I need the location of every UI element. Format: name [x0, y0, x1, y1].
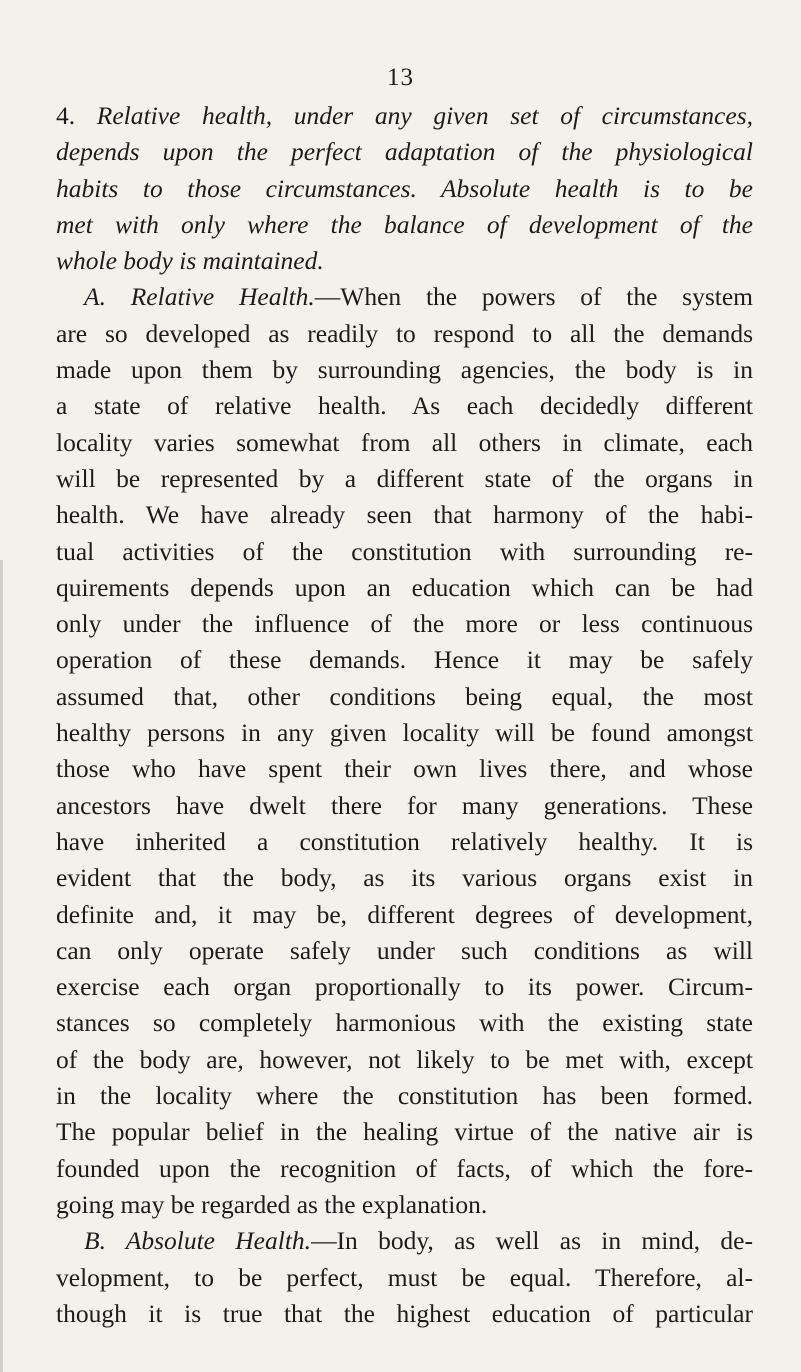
text-line: [56, 933, 753, 969]
text-line: [56, 570, 753, 606]
text-span: those who have spent their own lives there, and whose: [56, 754, 753, 784]
text-line: [56, 1151, 753, 1187]
text-span: are so developed as readily to respond to all the demands: [56, 318, 753, 348]
text-line: [56, 969, 753, 1005]
text-span: of the body are, however, not likely to be met with, except: [56, 1044, 753, 1074]
text-line: [56, 897, 753, 933]
text-line: [56, 388, 753, 424]
text-span: —When the powers of the system: [314, 282, 753, 312]
text-line: [56, 642, 753, 678]
text-span: 4.: [56, 101, 97, 130]
text-line: [56, 171, 753, 207]
text-line: [56, 606, 753, 642]
text-line: [56, 534, 753, 570]
text-line: [56, 1187, 753, 1223]
text-line: [56, 715, 753, 751]
text-line: [56, 1078, 753, 1114]
text-span: healthy persons in any given locality will be found amongst: [56, 718, 753, 748]
italic-text: habits to those circumstances. Absolute health is to be: [56, 173, 753, 203]
text-line: [56, 1042, 753, 1078]
page-number: 13: [387, 64, 414, 91]
text-span: in the locality where the constitution has been formed.: [56, 1081, 753, 1111]
text-line: [56, 1114, 753, 1150]
italic-text: Relative health, under any given set of circumstances,: [96, 101, 753, 130]
text-line: [56, 497, 753, 533]
text-span: health. We have already seen that harmony of the habi-: [56, 500, 753, 530]
text-line: [56, 352, 753, 388]
text-span: operation of these demands. Hence it may be safely: [56, 645, 753, 675]
text-line: [56, 788, 753, 824]
text-span: ancestors have dwelt there for many generations. These: [56, 790, 753, 820]
italic-text: B. Absolute Health.: [84, 1226, 312, 1256]
text-span: velopment, to be perfect, must be equal. Therefore, al-: [56, 1262, 753, 1292]
text-span: tual activities of the constitution with surrounding re-: [56, 536, 753, 566]
text-span: though it is true that the highest education of particular: [56, 1298, 753, 1328]
text-span: definite and, it may be, different degrees of development,: [56, 899, 753, 929]
body-text: [56, 98, 753, 1332]
text-span: locality varies somewhat from all others in climate, each: [56, 427, 753, 457]
text-line: [56, 1260, 753, 1296]
text-line: [56, 279, 753, 315]
page-edge-shadow: [0, 560, 3, 1372]
text-line: [56, 134, 753, 170]
italic-text: met with only where the balance of development of the: [56, 209, 753, 239]
text-line: [56, 860, 753, 896]
text-line: [56, 679, 753, 715]
text-span: going may be regarded as the explanation.: [56, 1189, 488, 1219]
italic-text: whole body is maintained.: [56, 246, 324, 276]
text-line: [56, 207, 753, 243]
italic-text: depends upon the perfect adaptation of the physiological: [56, 137, 753, 167]
text-line: [56, 243, 753, 279]
text-span: a state of relative health. As each decidedly different: [56, 391, 753, 421]
text-line: [56, 461, 753, 497]
text-line: [56, 824, 753, 860]
text-span: founded upon the recognition of facts, of which the fore-: [56, 1153, 753, 1183]
text-span: exercise each organ proportionally to its power. Circum-: [56, 972, 753, 1002]
text-span: have inherited a constitution relatively healthy. It is: [56, 826, 753, 856]
text-span: quirements depends upon an education which can be had: [56, 572, 753, 602]
text-line: [56, 98, 753, 134]
text-span: only under the influence of the more or less continuous: [56, 609, 753, 639]
text-line: [56, 1296, 753, 1332]
text-line: [56, 316, 753, 352]
text-line: [56, 751, 753, 787]
text-span: The popular belief in the healing virtue of the native air is: [56, 1117, 753, 1147]
text-line: [56, 1005, 753, 1041]
text-span: made upon them by surrounding agencies, the body is in: [56, 355, 753, 385]
italic-text: A. Relative Health.: [84, 282, 315, 312]
text-span: evident that the body, as its various organs exist in: [56, 863, 753, 893]
text-span: will be represented by a different state of the organs in: [56, 463, 753, 493]
text-span: assumed that, other conditions being equal, the most: [56, 681, 753, 711]
text-span: —In body, as well as in mind, de-: [311, 1226, 753, 1256]
text-line: [56, 425, 753, 461]
text-line: [56, 1223, 753, 1259]
text-span: stances so completely harmonious with the existing state: [56, 1008, 753, 1038]
text-span: can only operate safely under such conditions as will: [56, 935, 753, 965]
